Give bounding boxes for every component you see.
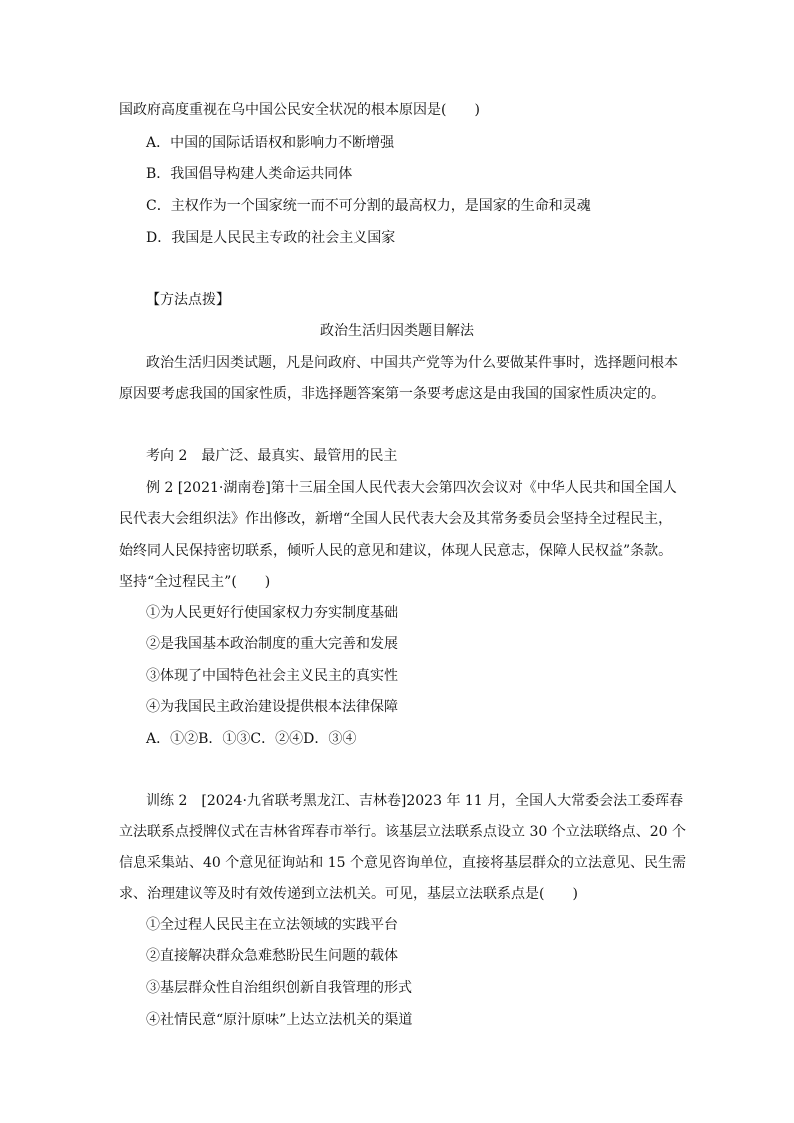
answer-options: A．①②B．①③C．②④D．③④ — [146, 731, 357, 747]
option-d: D．我国是人民民主专政的社会主义国家 — [146, 230, 396, 246]
statement-item: ③基层群众性自治组织创新自我管理的形式 — [146, 980, 412, 996]
option-a: A．中国的国际话语权和影响力不断增强 — [146, 135, 395, 151]
training-line: 求、治理建议等及时有效传递到立法机关。可见，基层立法联系点是( ) — [119, 886, 578, 902]
example-line: 始终同人民保持密切联系，倾听人民的意见和建议，体现人民意志，保障人民权益”条款。 — [119, 543, 673, 559]
option-b: B．我国倡导构建人类命运共同体 — [146, 166, 353, 182]
statement-item: ①为人民更好行使国家权力夯实制度基础 — [146, 605, 398, 621]
statement-item: ①全过程人民民主在立法领域的实践平台 — [146, 917, 398, 933]
statement-item: ②是我国基本政治制度的重大完善和发展 — [146, 636, 398, 652]
method-text-line: 政治生活归因类试题，凡是问政府、中国共产党等为什么要做某件事时，选择题问根本 — [146, 355, 678, 371]
example-line: 例 2 [2021·湖南卷]第十三届全国人民代表大会第四次会议对《中华人民共和国全国人 — [146, 480, 677, 496]
training-line: 信息采集站、40 个意见征询站和 15 个意见咨询单位，直接将基层群众的立法意见、民生需 — [119, 855, 686, 871]
section-heading: 考向 2 最广泛、最真实、最管用的民主 — [146, 448, 398, 464]
example-line: 民代表大会组织法》作出修改，新增“全国人民代表大会及其常务委员会坚持全过程民主， — [119, 511, 673, 527]
statement-item: ④社情民意“原汁原味”上达立法机关的渠道 — [146, 1012, 413, 1028]
statement-item: ③体现了中国特色社会主义民主的真实性 — [146, 668, 398, 684]
question-stem: 国政府高度重视在乌中国公民安全状况的根本原因是( ) — [119, 102, 480, 118]
training-line: 立法联系点授牌仪式在吉林省珲春市举行。该基层立法联系点设立 30 个立法联络点、20 个 — [119, 824, 686, 840]
option-c: C．主权作为一个国家统一而不可分割的最高权力，是国家的生命和灵魂 — [146, 198, 591, 214]
statement-item: ④为我国民主政治建设提供根本法律保障 — [146, 699, 398, 715]
method-label: 【方法点拨】 — [146, 292, 230, 308]
statement-item: ②直接解决群众急难愁盼民生问题的载体 — [146, 948, 398, 964]
training-line: 训练 2 [2024·九省联考黑龙江、吉林卷]2023 年 11 月，全国人大常委会法工委珲春 — [146, 793, 684, 809]
example-line: 坚持“全过程民主”( ) — [119, 574, 271, 590]
method-title: 政治生活归因类题目解法 — [320, 323, 474, 339]
method-text-line: 原因要考虑我国的国家性质，非选择题答案第一条要考虑这是由我国的国家性质决定的。 — [119, 386, 665, 402]
